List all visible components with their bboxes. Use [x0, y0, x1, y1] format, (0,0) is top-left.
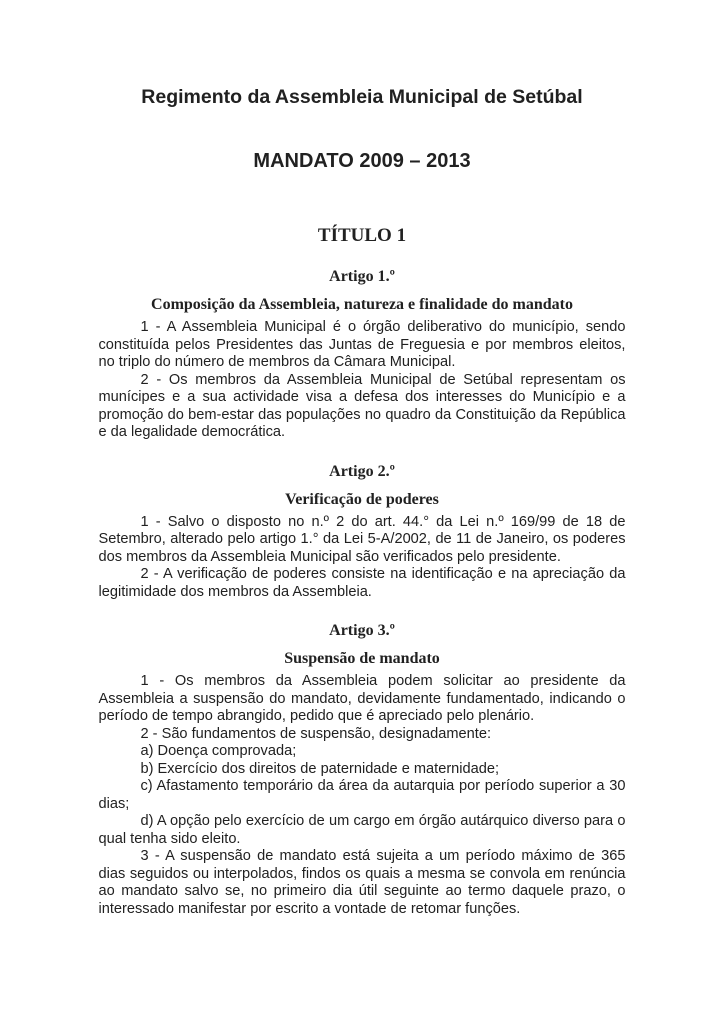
article-3-item-a: a) Doença comprovada;: [140, 743, 297, 759]
article-1-body: [99, 319, 626, 442]
article-3-paragraph-3: 3 - A suspensão de mandato está sujeita a um período máximo de 365 dias seguidos ou interpolados, findos os quais a mesma se convola em renúncia ao mandato salvo se, no primeiro dia útil seguinte ao termo daquele prazo, o interessado manifestar por escrito a vontade de retomar funções.: [98, 848, 626, 917]
document-content: [99, 86, 626, 918]
article-3-heading: Artigo 3.º: [329, 622, 395, 639]
article-3-item-d: d) A opção pelo exercício de um cargo em órgão autárquico diverso para o qual tenha sido eleito.: [98, 813, 626, 847]
article-1-paragraph-1: 1 - A Assembleia Municipal é o órgão deliberativo do município, sendo constituída pelos Presidentes das Juntas de Freguesia e por membros eleitos, no triplo do número de membros da Câmara Municipal.: [98, 319, 626, 370]
article-2-paragraph-1: 1 - Salvo o disposto no n.º 2 do art. 44.° da Lei n.º 169/99 de 18 de Setembro, alterado pelo artigo 1.° da Lei 5-A/2002, de 11 de Janeiro, os poderes dos membros da Assembleia Municipal são verificados pelo presidente.: [98, 513, 626, 565]
article-2-heading: Artigo 2.º: [329, 462, 395, 480]
article-2-subheading: Verificação de poderes: [285, 490, 439, 508]
article-3: [99, 621, 626, 918]
article-1: [99, 267, 626, 442]
article-2: [99, 462, 626, 602]
article-3-subheading: Suspensão de mandato: [284, 650, 440, 667]
article-3-body: [99, 673, 626, 918]
article-1-paragraph-2: 2 - Os membros da Assembleia Municipal de Setúbal representam os munícipes e a sua actividade visa a defesa dos interesses do Município e a promoção do bem-estar das populações no quadro da Constituição da República e da legalidade democrática.: [98, 371, 626, 440]
article-3-item-b: b) Exercício dos direitos de paternidade e maternidade;: [140, 760, 500, 777]
article-3-paragraph-2: 2 - São fundamentos de suspensão, designadamente:: [140, 725, 491, 742]
document-mandate-subtitle: MANDATO 2009 – 2013: [253, 150, 471, 172]
article-3-paragraph-1: 1 - Os membros da Assembleia podem solicitar ao presidente da Assembleia a suspensão do mandato, devidamente fundamentado, indicando o período de tempo abrangido, pedido que é apreciado pelo plenário.: [98, 673, 626, 724]
article-3-item-c: c) Afastamento temporário da área da autarquia por período superior a 30 dias;: [98, 778, 626, 812]
article-1-heading: Artigo 1.º: [329, 268, 395, 285]
document-title: Regimento da Assembleia Municipal de Setúbal: [141, 86, 583, 108]
part-heading-titulo-1: TÍTULO 1: [317, 225, 407, 246]
article-2-paragraph-2: 2 - A verificação de poderes consiste na identificação e na apreciação da legitimidade dos membros da Assembleia.: [98, 566, 626, 600]
article-2-body: [99, 514, 626, 602]
article-1-subheading: Composição da Assembleia, natureza e finalidade do mandato: [151, 296, 573, 313]
